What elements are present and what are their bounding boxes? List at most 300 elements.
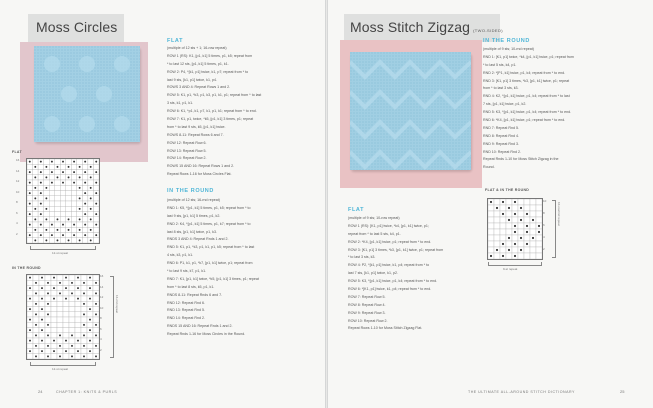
chart-cell xyxy=(49,191,55,196)
instruction-line: Round. xyxy=(483,165,495,170)
chart-cell xyxy=(27,217,33,222)
instruction-line: RND 9: Repeat Rnd 3. xyxy=(483,141,519,146)
chart-cell xyxy=(75,317,81,322)
chart-cell xyxy=(536,205,542,211)
instruction-line: RND 5: K1, p1, *k3, p1, k1, p1, k5; repeat from * to last xyxy=(167,245,255,250)
purl-dot xyxy=(95,355,97,357)
purl-dot xyxy=(89,329,91,331)
instruction-line: from * to last 8 sts, k5, p1, k1. xyxy=(167,284,215,289)
chart-cell xyxy=(536,253,542,259)
purl-dot xyxy=(71,355,73,357)
purl-dot xyxy=(57,239,59,241)
chart-cell xyxy=(51,291,57,296)
chart-cell xyxy=(27,301,33,306)
purl-dot xyxy=(68,218,70,220)
chart-cell xyxy=(524,199,530,205)
purl-dot xyxy=(34,166,36,168)
purl-dot xyxy=(95,234,97,236)
purl-dot xyxy=(514,225,516,227)
instruction-line: last 8 sts, [p1, k1] twice, p1, k3. xyxy=(167,229,217,234)
chart-cell xyxy=(506,253,512,259)
purl-dot xyxy=(51,224,53,226)
chart-cell xyxy=(57,328,63,333)
purl-dot xyxy=(508,249,510,251)
instruction-line: RND 7: Repeat Rnd 5. xyxy=(483,125,519,130)
chart-cell xyxy=(71,196,77,201)
flat-instructions xyxy=(348,215,443,333)
chart-cell xyxy=(60,212,66,217)
purl-dot xyxy=(45,208,47,210)
page-number: 24 xyxy=(38,389,43,394)
purl-dot xyxy=(90,197,92,199)
purl-dot xyxy=(29,329,31,331)
purl-dot xyxy=(51,182,53,184)
moss-circles-flat-chart xyxy=(26,158,100,244)
purl-dot xyxy=(526,213,528,215)
purl-dot xyxy=(40,203,42,205)
purl-dot xyxy=(29,350,31,352)
purl-dot xyxy=(41,340,43,342)
chart-cell xyxy=(93,338,99,343)
moss-stitch-zigzag-chart xyxy=(487,198,543,260)
chart-cell xyxy=(60,201,66,206)
purl-dot xyxy=(95,203,97,205)
chart-cell xyxy=(77,191,83,196)
purl-dot xyxy=(51,161,53,163)
chart-cell xyxy=(93,164,99,169)
chart-cell xyxy=(71,212,77,217)
instruction-line: RND 7: K1, [p1, k1] twice, *k5, [p1, k1] 3 times, p1; repeat xyxy=(167,276,259,281)
chart-cell xyxy=(71,191,77,196)
chart-cell xyxy=(506,241,512,247)
chart-cell xyxy=(33,159,39,164)
purl-dot xyxy=(79,208,81,210)
purl-dot xyxy=(83,303,85,305)
instruction-line: repeat from * to last 5 sts, k4, p1. xyxy=(348,231,401,236)
instruction-line: ROW 14: Repeat Row 2. xyxy=(167,156,207,161)
chart-cell xyxy=(71,227,77,232)
chart-cell xyxy=(536,211,542,217)
chart-cell xyxy=(39,322,45,327)
chart-cell xyxy=(38,227,44,232)
chart-cell xyxy=(81,328,87,333)
chart-cell xyxy=(71,185,77,190)
chart-cell xyxy=(87,291,93,296)
purl-dot xyxy=(29,203,31,205)
purl-dot xyxy=(47,334,49,336)
chart-cell xyxy=(63,307,69,312)
purl-dot xyxy=(29,192,31,194)
chart-cell xyxy=(69,338,75,343)
purl-dot xyxy=(62,234,64,236)
purl-dot xyxy=(502,255,504,257)
purl-dot xyxy=(45,239,47,241)
chart-cell xyxy=(27,291,33,296)
chart-cell xyxy=(57,286,63,291)
chart-cell xyxy=(81,349,87,354)
chart-cell xyxy=(87,312,93,317)
purl-dot xyxy=(29,224,31,226)
chart-cell xyxy=(88,222,94,227)
purl-dot xyxy=(520,237,522,239)
chart-cell xyxy=(81,286,87,291)
instruction-line: RND 1: K5, *[p1, k1] 5 times, p1, k5; repeat from * to xyxy=(167,205,251,210)
chart-cell xyxy=(44,180,50,185)
chart-cell xyxy=(494,223,500,229)
chart-cell xyxy=(33,296,39,301)
purl-dot xyxy=(84,224,86,226)
chart-cell xyxy=(38,217,44,222)
chart-cell xyxy=(27,280,33,285)
purl-dot xyxy=(95,171,97,173)
purl-dot xyxy=(57,166,59,168)
moss-stitch-zigzag-swatch-photo xyxy=(350,52,471,170)
chart-cell xyxy=(82,175,88,180)
chart-cell xyxy=(77,159,83,164)
chart-cell xyxy=(93,227,99,232)
purl-dot xyxy=(508,219,510,221)
chart-cell xyxy=(81,338,87,343)
chart-cell xyxy=(81,275,87,280)
purl-dot xyxy=(40,234,42,236)
chart-cell xyxy=(69,322,75,327)
chart-cell xyxy=(39,343,45,348)
chart-cell xyxy=(39,354,45,359)
right-page xyxy=(328,0,653,408)
chart-cell xyxy=(530,205,536,211)
chart-cell xyxy=(506,211,512,217)
chart-cell xyxy=(75,328,81,333)
purl-dot xyxy=(53,287,55,289)
purl-dot xyxy=(77,287,79,289)
chart-cell xyxy=(518,229,524,235)
purl-dot xyxy=(45,166,47,168)
chart-cell xyxy=(33,338,39,343)
purl-dot xyxy=(68,239,70,241)
chart-cell xyxy=(63,301,69,306)
purl-dot xyxy=(502,243,504,245)
purl-dot xyxy=(29,319,31,321)
purl-dot xyxy=(84,192,86,194)
moss-circles-round-chart xyxy=(26,274,100,360)
purl-dot xyxy=(526,243,528,245)
chart-cell xyxy=(51,280,57,285)
swatch-texture xyxy=(34,46,140,142)
chart-cell xyxy=(33,349,39,354)
instruction-line: 3 sts, k1, p1, k1. xyxy=(167,101,194,106)
instruction-line: last 9 sts, [k1, p1] twice, k1, p4. xyxy=(167,77,217,82)
purl-dot xyxy=(35,324,37,326)
purl-dot xyxy=(41,329,43,331)
purl-dot xyxy=(68,229,70,231)
chart-cell xyxy=(494,253,500,259)
purl-dot xyxy=(47,324,49,326)
chart-cell xyxy=(93,286,99,291)
purl-dot xyxy=(89,277,91,279)
chart-cell xyxy=(506,223,512,229)
chart-cell xyxy=(87,343,93,348)
instruction-line: 7 sts, [p1, k1] twice, p1, k2. xyxy=(483,102,527,107)
chart-cell xyxy=(69,312,75,317)
chart-cell xyxy=(44,201,50,206)
chart-cell xyxy=(71,175,77,180)
chart-cell xyxy=(75,322,81,327)
chart-cell xyxy=(69,275,75,280)
chart-cell xyxy=(51,307,57,312)
chart-cell xyxy=(55,191,61,196)
chart-cell xyxy=(71,206,77,211)
purl-dot xyxy=(73,224,75,226)
purl-dot xyxy=(59,334,61,336)
chart-cell xyxy=(45,307,51,312)
chart-cell xyxy=(27,322,33,327)
chart-cell xyxy=(38,164,44,169)
instruction-line: * to last 9 sts, k7, p1, k1. xyxy=(167,269,207,274)
running-footer: CHAPTER 1: KNITS & PURLS xyxy=(56,390,118,394)
chart-cell xyxy=(60,175,66,180)
purl-dot xyxy=(41,308,43,310)
chart-cell xyxy=(44,212,50,217)
purl-dot xyxy=(53,277,55,279)
chart-cell xyxy=(57,317,63,322)
chart-cell xyxy=(536,247,542,253)
purl-dot xyxy=(95,313,97,315)
chart-cell xyxy=(524,247,530,253)
chart-cell xyxy=(55,201,61,206)
chart-cell xyxy=(66,206,72,211)
chart-cell xyxy=(66,185,72,190)
chart-cell xyxy=(530,253,536,259)
chart-cell xyxy=(63,317,69,322)
chart-cell xyxy=(60,185,66,190)
purl-dot xyxy=(57,176,59,178)
chart-cell xyxy=(57,338,63,343)
chart-cell xyxy=(81,317,87,322)
chart-cell xyxy=(75,354,81,359)
chart-cell xyxy=(494,211,500,217)
chart-cell xyxy=(49,227,55,232)
instruction-line: * to last 3 sts, k3. xyxy=(348,255,376,260)
chart-cell xyxy=(39,301,45,306)
chart-cell xyxy=(33,317,39,322)
purl-dot xyxy=(40,161,42,163)
purl-dot xyxy=(65,277,67,279)
chart-cell xyxy=(530,229,536,235)
chart-cell xyxy=(69,307,75,312)
chart-cell xyxy=(75,307,81,312)
chart-cell xyxy=(488,241,494,247)
purl-dot xyxy=(35,355,37,357)
purl-dot xyxy=(62,171,64,173)
chart-cell xyxy=(75,291,81,296)
purl-dot xyxy=(90,208,92,210)
purl-dot xyxy=(29,277,31,279)
chart-cell xyxy=(49,206,55,211)
purl-dot xyxy=(40,192,42,194)
chart-cell xyxy=(63,291,69,296)
chart-cell xyxy=(57,322,63,327)
chart-cell xyxy=(33,212,39,217)
chart-cell xyxy=(49,196,55,201)
purl-dot xyxy=(47,313,49,315)
purl-dot xyxy=(83,282,85,284)
chart-cell xyxy=(44,191,50,196)
chart-cell xyxy=(82,238,88,243)
chart-cell xyxy=(69,317,75,322)
chart-cell xyxy=(87,322,93,327)
purl-dot xyxy=(84,213,86,215)
chart-cell xyxy=(500,217,506,223)
instruction-line: ROW 13: Repeat Row 5. xyxy=(167,148,207,153)
chart-flat-repeat-label: 12-st repeat xyxy=(52,251,69,255)
chart-cell xyxy=(75,312,81,317)
purl-dot xyxy=(71,282,73,284)
purl-dot xyxy=(35,334,37,336)
instruction-line: ROW 1 (RS): [K1, p1] twice, *k4, [p1, k1] twice, p1; xyxy=(348,223,429,228)
round-instructions xyxy=(167,197,259,339)
chart-cell xyxy=(77,212,83,217)
purl-dot xyxy=(502,213,504,215)
purl-dot xyxy=(79,176,81,178)
swatch-texture xyxy=(350,52,471,170)
chart-cell xyxy=(49,238,55,243)
purl-dot xyxy=(45,218,47,220)
instruction-line: ROW 5: K3, *[p1, k1] twice, p1, k4; repeat from * to end. xyxy=(348,279,438,284)
chart-cell xyxy=(44,233,50,238)
instruction-line: ROW 7: Repeat Row 5. xyxy=(348,294,386,299)
chart-cell xyxy=(530,247,536,253)
chart-cell xyxy=(33,275,39,280)
chart-grid xyxy=(27,159,99,243)
chart-cell xyxy=(66,196,72,201)
instruction-line: Repeat Rnds 1-16 for Moss Circles in the Round. xyxy=(167,332,246,337)
chart-cell xyxy=(49,175,55,180)
chart-cell xyxy=(60,196,66,201)
purl-dot xyxy=(34,239,36,241)
chart-label: FLAT & IN THE ROUND xyxy=(485,188,530,192)
chart-cell xyxy=(63,343,69,348)
instruction-line: RND 10: Repeat Rnd 2. xyxy=(483,149,521,154)
chart-cell xyxy=(506,229,512,235)
chart-cell xyxy=(57,307,63,312)
chart-cell xyxy=(82,217,88,222)
purl-dot xyxy=(532,219,534,221)
purl-dot xyxy=(35,292,37,294)
purl-dot xyxy=(65,350,67,352)
purl-dot xyxy=(73,234,75,236)
purl-dot xyxy=(41,350,43,352)
purl-dot xyxy=(77,277,79,279)
instruction-line: ROW 12: Repeat Row 6. xyxy=(167,140,207,145)
chart-cell xyxy=(49,212,55,217)
chart-cell xyxy=(518,199,524,205)
instruction-line: * to last 5 sts, k4, p1. xyxy=(483,62,517,67)
purl-dot xyxy=(41,277,43,279)
instruction-line: ROWS 3 AND 4: Repeat Rows 1 and 2. xyxy=(167,85,231,90)
chart-cell xyxy=(77,222,83,227)
purl-dot xyxy=(62,161,64,163)
purl-dot xyxy=(68,166,70,168)
chart-cell xyxy=(44,170,50,175)
chart-cell xyxy=(500,223,506,229)
chart-round-row-numbers: 16 14 12 10 8 6 4 2 xyxy=(100,274,104,352)
chart-cell xyxy=(88,212,94,217)
purl-dot xyxy=(41,319,43,321)
chart-cell xyxy=(512,217,518,223)
chart-cell xyxy=(51,322,57,327)
purl-dot xyxy=(57,218,59,220)
purl-dot xyxy=(29,171,31,173)
chart-cell xyxy=(77,180,83,185)
chart-cell xyxy=(71,217,77,222)
purl-dot xyxy=(84,203,86,205)
chart-cell xyxy=(93,349,99,354)
purl-dot xyxy=(40,171,42,173)
purl-dot xyxy=(514,201,516,203)
chart-cell xyxy=(55,159,61,164)
purl-dot xyxy=(95,334,97,336)
chart-cell xyxy=(38,238,44,243)
chart-cell xyxy=(60,206,66,211)
purl-dot xyxy=(73,182,75,184)
chart-cell xyxy=(49,217,55,222)
chart-cell xyxy=(45,317,51,322)
instruction-line: RND 5: K3, *[p1, k1] twice, p1, k4; repeat from * to end. xyxy=(483,110,572,115)
chart-cell xyxy=(536,241,542,247)
chart-cell xyxy=(71,238,77,243)
purl-dot xyxy=(41,287,43,289)
chart-cell xyxy=(81,296,87,301)
purl-dot xyxy=(29,340,31,342)
instruction-line: (multiple of 9 sts; 10-row repeat) xyxy=(348,216,400,220)
purl-dot xyxy=(47,292,49,294)
chart-cell xyxy=(518,223,524,229)
chart-cell xyxy=(488,247,494,253)
chart-cell xyxy=(27,196,33,201)
chart-cell xyxy=(57,275,63,280)
chart-cell xyxy=(55,233,61,238)
chart-cell xyxy=(88,159,94,164)
purl-dot xyxy=(502,201,504,203)
purl-dot xyxy=(47,303,49,305)
purl-dot xyxy=(95,303,97,305)
chart-cell xyxy=(33,180,39,185)
chart-cell xyxy=(88,201,94,206)
instruction-line: last 7 sts, [k1, p1] twice, k1, p2. xyxy=(348,271,398,276)
instruction-line: Repeat Rows 1-16 for Moss Circles Flat. xyxy=(167,172,232,177)
chart-cell xyxy=(39,280,45,285)
instruction-line: ROW 6: K1, *p1, k1, p7, k1, p1, k1; repeat from * to end. xyxy=(167,109,257,114)
purl-dot xyxy=(45,197,47,199)
chart-cell xyxy=(87,280,93,285)
instruction-line: ROW 8: Repeat Row 4. xyxy=(348,302,386,307)
chart-cell xyxy=(51,343,57,348)
chart-cell xyxy=(45,328,51,333)
chart-cell xyxy=(524,217,530,223)
purl-dot xyxy=(53,350,55,352)
chart-cell xyxy=(69,349,75,354)
chart-cell xyxy=(93,317,99,322)
purl-dot xyxy=(89,287,91,289)
chart-cell xyxy=(66,170,72,175)
page-title-text: Moss Stitch Zigzag xyxy=(350,19,471,35)
chart-cell xyxy=(49,185,55,190)
chart-cell xyxy=(506,199,512,205)
chart-cell xyxy=(60,227,66,232)
purl-dot xyxy=(95,182,97,184)
purl-dot xyxy=(89,308,91,310)
chart-cell xyxy=(488,235,494,241)
